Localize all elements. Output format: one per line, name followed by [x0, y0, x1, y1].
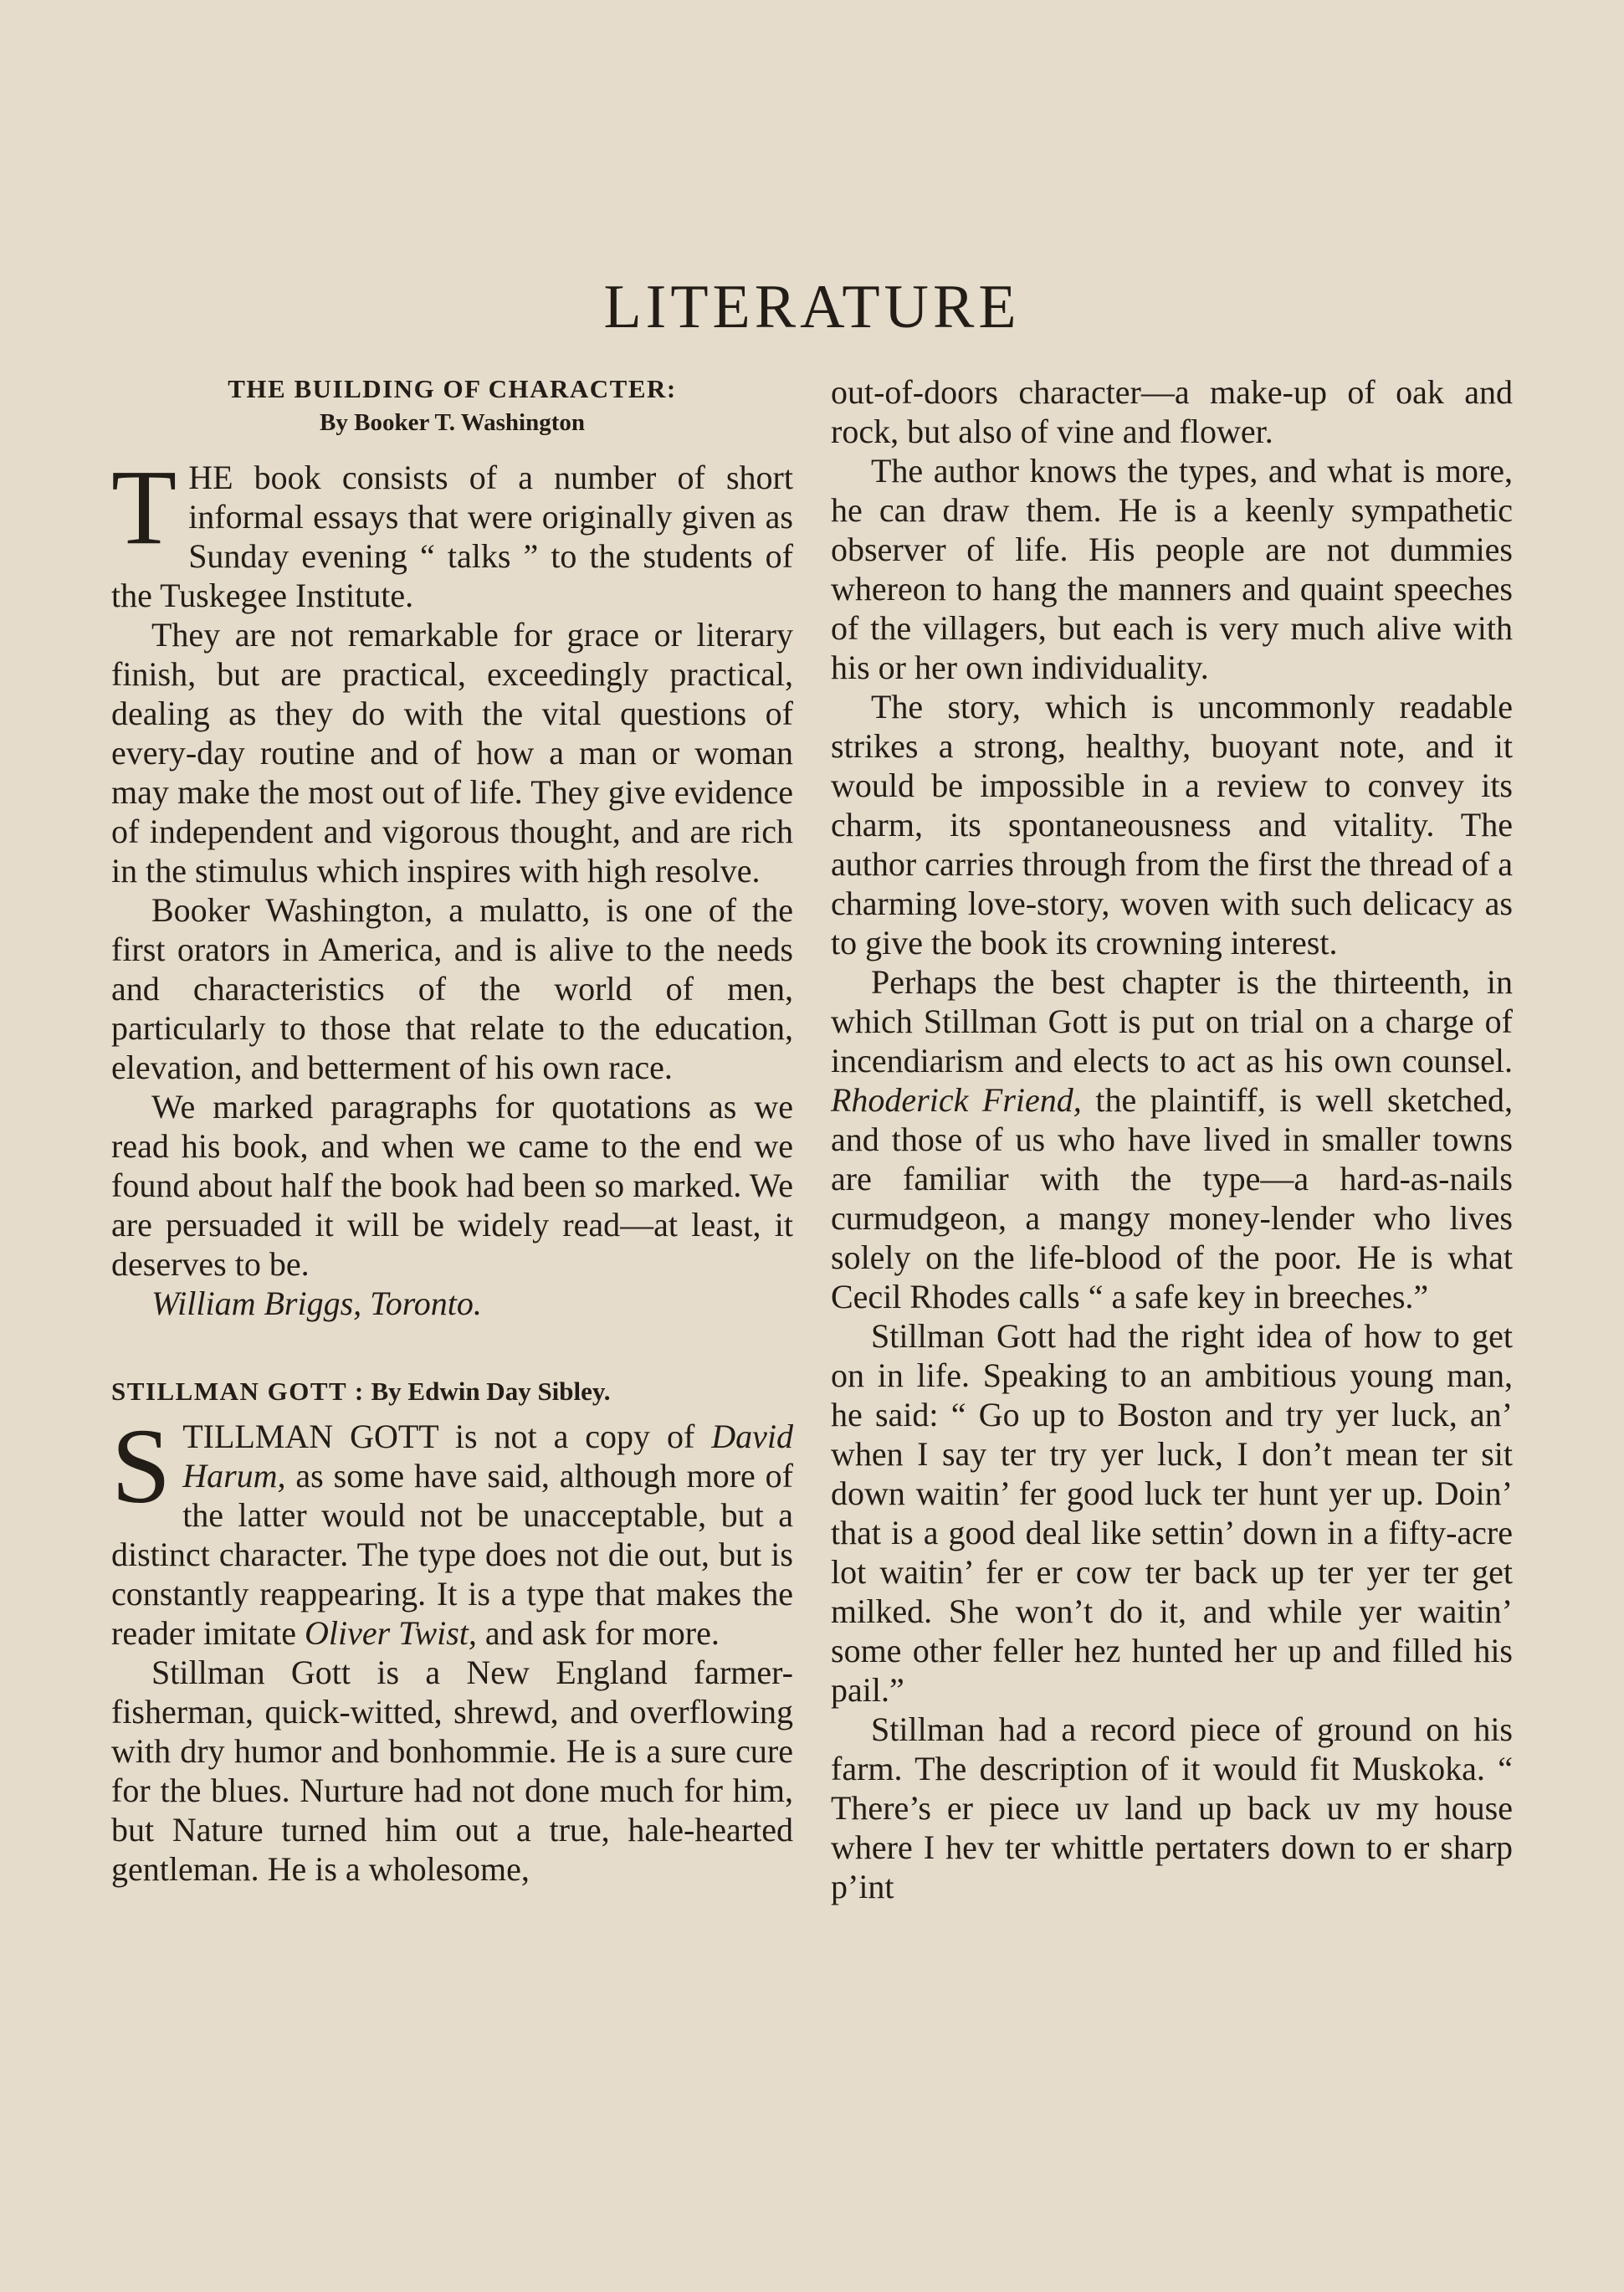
review-heading-stillman-gott — [111, 1375, 793, 1408]
review-paragraph: We marked paragraphs for quotations as we read his book, and when we came to the end we found about half the book had been so marked. We are persuaded it will be widely read—at least, it deserves to be. — [111, 1088, 793, 1283]
right-column — [831, 372, 1513, 1906]
page-title: LITERATURE — [603, 273, 1021, 341]
review-paragraph: Stillman had a record piece of ground on his farm. The description of it would fit Muskoka. “ There’s er piece uv land up back uv my house where I hev ter whittle pertaters down to er sharp p’int — [831, 1710, 1513, 1905]
book-title-italic: David Harum, — [182, 1418, 793, 1495]
review-heading-building-of-character — [111, 372, 793, 439]
review-paragraph: The story, which is uncommonly readable strikes a strong, healthy, buoyant note, and it would be impossible in a review to convey its charm, its spontaneousness and vitality. The author carries through from the first the thread of a charming love-story, woven with such delicacy as to give the book its crowning interest. — [831, 688, 1513, 961]
review-paragraph: THE book consists of a number of short informal essays that were originally given as Sunday evening “ talks ” to the students of the Tuskegee Institute. — [111, 448, 793, 614]
review-paragraph: The author knows the types, and what is more, he can draw them. He is a keenly sympathetic observer of life. His people are not dummies whereon to hang the manners and quaint speeches of the villagers, but each is very much alive with his or her own individuality. — [831, 452, 1513, 686]
review-title: STILLMAN GOTT : — [111, 1377, 365, 1406]
review-byline: By Edwin Day Sibley. — [371, 1377, 611, 1406]
left-column — [111, 372, 793, 1889]
character-name-italic: Rhoderick Friend, — [831, 1081, 1082, 1119]
review-paragraph: Stillman Gott had the right idea of how to get on in life. Speaking to an ambitious young man, he said: “ Go up to Boston and try yer luck, an’ when I say ter try yer luck, I don’t mean ter sit down waitin’ fer good luck ter hunt yer up. Doin’ that is a good deal like settin’ down in a fifty-acre lot waitin’ fer er cow ter back up ter yer ter get milked. She won’t do it, and while yer waitin’ some other feller hez hunted her up and filled his pail.” — [831, 1317, 1513, 1709]
review-paragraph: STILLMAN GOTT is not a copy of David Harum, as some have said, although more of the latter would not be unacceptable, but a distinct character. The type does not die out, but is constantly reappearing. It is a type that makes the reader imitate Oliver Twist, and ask for more. — [111, 1407, 793, 1652]
review-paragraph: Stillman Gott is a New England farmer-fisherman, quick-witted, shrewd, and overflowing with dry humor and bonhommie. He is a sure cure for the blues. Nurture had not done much for him, but Nature turned him out a true, hale-hearted gentleman. He is a wholesome, — [111, 1654, 793, 1888]
publisher-imprint: William Briggs, Toronto. — [151, 1284, 482, 1322]
drop-cap: S — [111, 1407, 172, 1525]
review-paragraph: Perhaps the best chapter is the thirteenth, in which Stillman Gott is put on trial on a charge of incendiarism and elects to act as his own counsel. Rhoderick Friend, the plaintiff, is well sketched, and those of us who have lived in smaller towns are familiar with the type—a hard-as-nails curmudgeon, a mangy money-lender who lives solely on the life-blood of the poor. He is what Cecil Rhodes calls “ a safe key in breeches.” — [831, 963, 1513, 1315]
review-title: THE BUILDING OF CHARACTER: — [228, 374, 677, 403]
review-paragraph: Booker Washington, a mulatto, is one of the first orators in America, and is alive to the needs and characteristics of the world of men, particularly to those that relate to the education, elevation, and betterment of his own race. — [111, 891, 793, 1086]
review-byline: By Booker T. Washington — [320, 409, 585, 436]
drop-cap: T — [111, 448, 177, 567]
book-title-italic: Oliver Twist, — [304, 1614, 477, 1652]
review-paragraph: out-of-doors character—a make-up of oak and rock, but also of vine and flower. — [831, 373, 1513, 450]
review-paragraph: They are not remarkable for grace or literary finish, but are practical, exceedingly practical, dealing as they do with the vital questions of every-day routine and of how a man or woman may make the most out of life. They give evidence of independent and vigorous thought, and are rich in the stimulus which inspires with high resolve. — [111, 616, 793, 890]
